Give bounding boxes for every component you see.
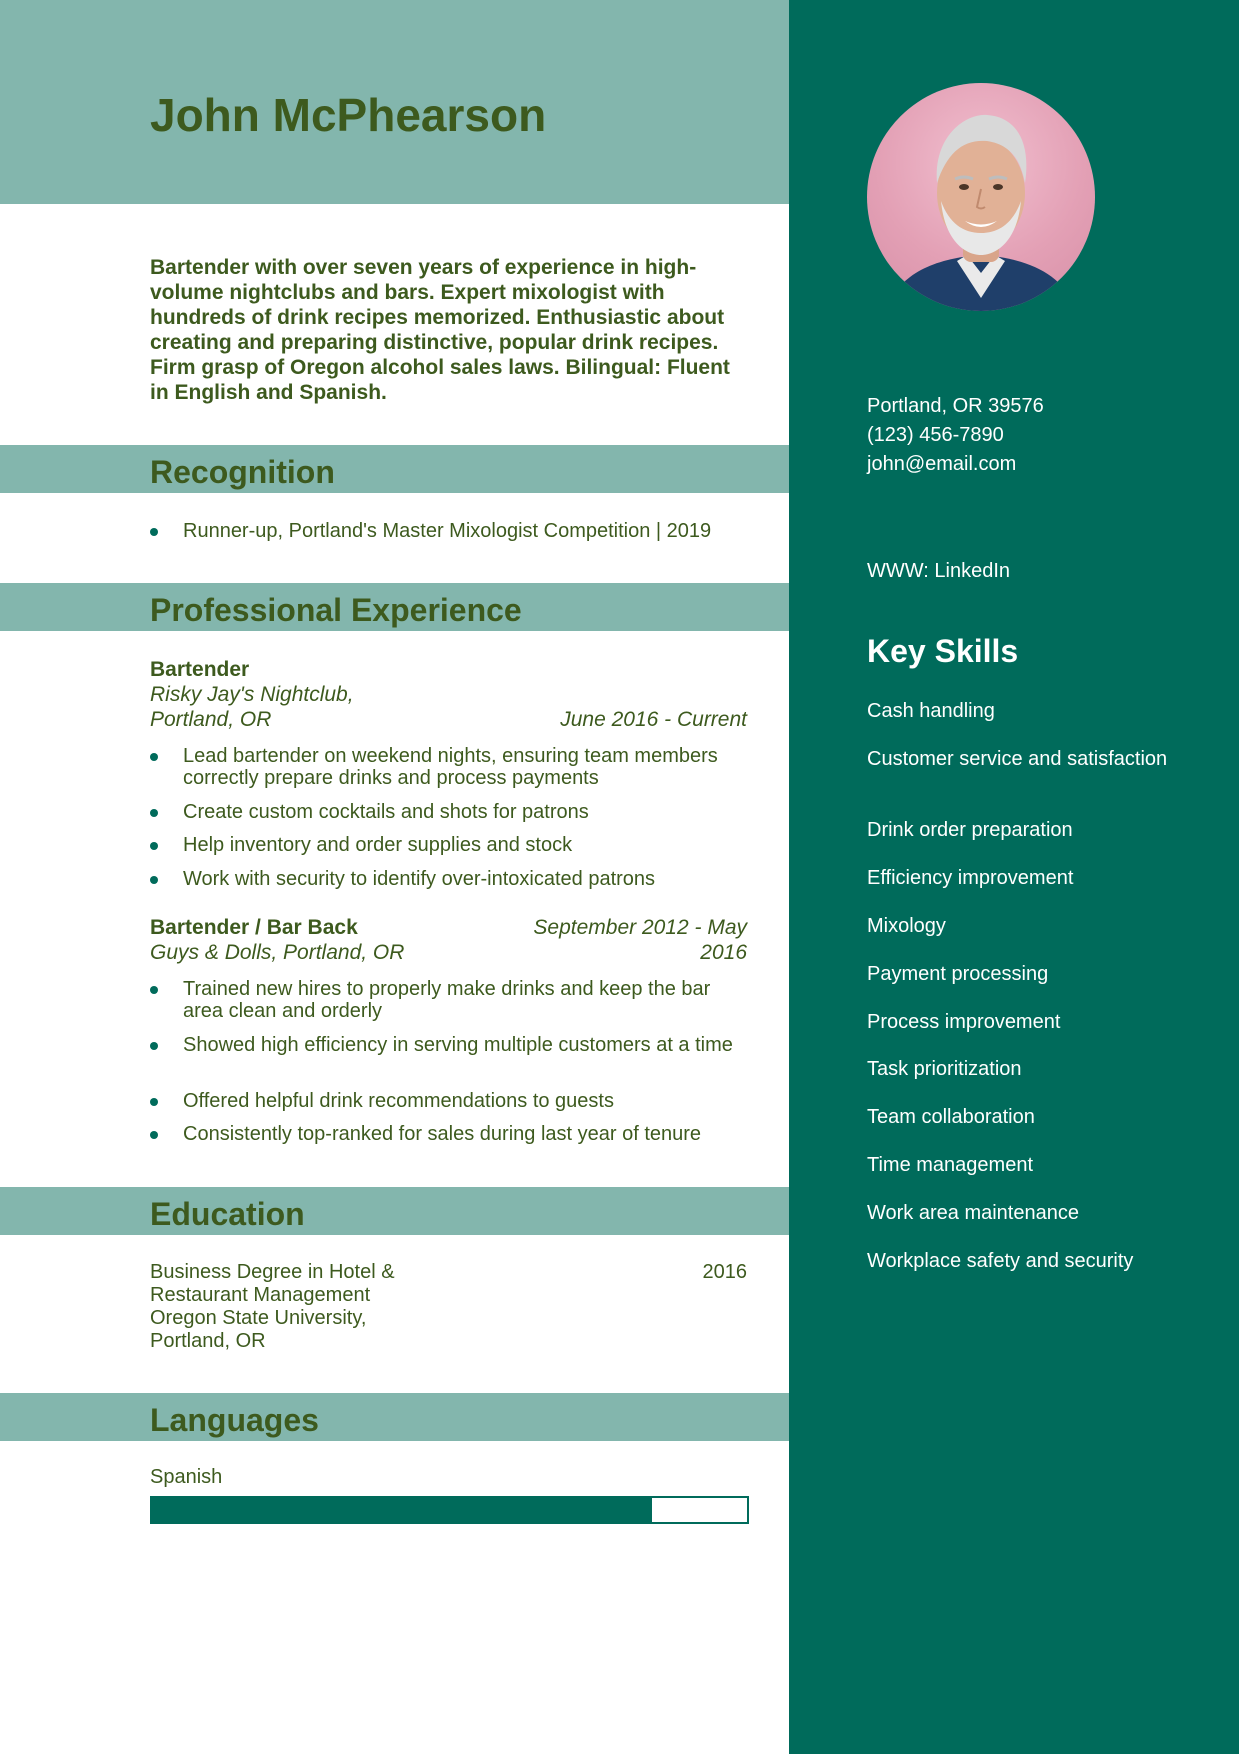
list-item: Lead bartender on weekend nights, ensuring team members correctly prepare drinks and process payments (150, 745, 750, 789)
list-item: Help inventory and order supplies and stock (150, 834, 750, 856)
school-location: Portland, OR (150, 1330, 266, 1352)
language-name: Spanish (150, 1466, 223, 1488)
list-item: Showed high efficiency in serving multiple customers at a time (150, 1034, 750, 1056)
contact-email[interactable]: john@email.com (867, 453, 1017, 475)
experience-heading: Professional Experience (150, 592, 522, 628)
bullet-icon (150, 1098, 158, 1106)
bullet-icon (150, 1131, 158, 1139)
education-heading: Education (150, 1196, 305, 1232)
list-item: Offered helpful drink recommendations to guests (150, 1090, 750, 1112)
skill-item: Team collaboration (867, 1106, 1035, 1128)
skill-item: Cash handling (867, 700, 995, 722)
recognition-heading: Recognition (150, 454, 335, 490)
sidebar (789, 0, 1239, 1754)
education-band (0, 1187, 789, 1235)
skill-item: Task prioritization (867, 1058, 1022, 1080)
degree-line1: Business Degree in Hotel & (150, 1261, 395, 1283)
list-item: Consistently top-ranked for sales during last year of tenure (150, 1123, 750, 1145)
language-proficiency-bar (150, 1496, 749, 1524)
bullet-icon (150, 842, 158, 850)
recognition-band (0, 445, 789, 493)
list-item: Work with security to identify over-intoxicated patrons (150, 868, 750, 890)
languages-heading: Languages (150, 1402, 319, 1438)
job-title: Bartender / Bar Back (150, 916, 358, 939)
skill-item: Mixology (867, 915, 946, 937)
bullet-icon (150, 876, 158, 884)
list-item: Create custom cocktails and shots for patrons (150, 801, 750, 823)
skill-item: Process improvement (867, 1011, 1061, 1033)
bullet-icon (150, 1042, 158, 1050)
job-location: Portland, OR (150, 708, 272, 731)
skill-item: Workplace safety and security (867, 1250, 1134, 1272)
skill-item: Drink order preparation (867, 819, 1073, 841)
bullet-icon (150, 528, 158, 536)
skill-item: Work area maintenance (867, 1202, 1079, 1224)
languages-band (0, 1393, 789, 1441)
degree-line2: Restaurant Management (150, 1284, 371, 1306)
candidate-name: John McPhearson (150, 89, 547, 141)
portrait-illustration (867, 83, 1095, 311)
contact-website[interactable]: WWW: LinkedIn (867, 560, 1010, 582)
summary: Bartender with over seven years of experience in high-volume nightclubs and bars. Expert mixologist with hundreds of drink recipes memorized. Enthusiastic about creating and preparing distinctive, popular drink recipes. Firm grasp of Oregon alcohol sales laws. Bilingual: Fluent in English and Spanish. (150, 256, 730, 404)
contact-phone[interactable]: (123) 456-7890 (867, 424, 1004, 446)
contact-address: Portland, OR 39576 (867, 395, 1044, 417)
job-dates: June 2016 - Current (560, 708, 747, 731)
bullet-icon (150, 809, 158, 817)
language-proficiency-fill (152, 1498, 652, 1522)
job-company: Risky Jay's Nightclub, (150, 683, 354, 706)
job-company: Guys & Dolls, Portland, OR (150, 941, 405, 964)
job-title: Bartender (150, 658, 250, 681)
skill-item: Time management (867, 1154, 1033, 1176)
skill-item: Customer service and satisfaction (867, 748, 1168, 770)
skill-item: Payment processing (867, 963, 1049, 985)
bullet-icon (150, 986, 158, 994)
education-year: 2016 (702, 1261, 747, 1283)
recognition-item: Runner-up, Portland's Master Mixologist Competition | 2019 (150, 520, 750, 542)
school-name: Oregon State University, (150, 1307, 367, 1329)
profile-photo (867, 83, 1095, 311)
key-skills-heading: Key Skills (867, 633, 1019, 669)
job-dates-line1: September 2012 - May (533, 916, 747, 939)
bullet-icon (150, 753, 158, 761)
job-dates-line2: 2016 (700, 941, 747, 964)
list-item: Trained new hires to properly make drinks and keep the bar area clean and orderly (150, 978, 750, 1022)
skill-item: Efficiency improvement (867, 867, 1074, 889)
